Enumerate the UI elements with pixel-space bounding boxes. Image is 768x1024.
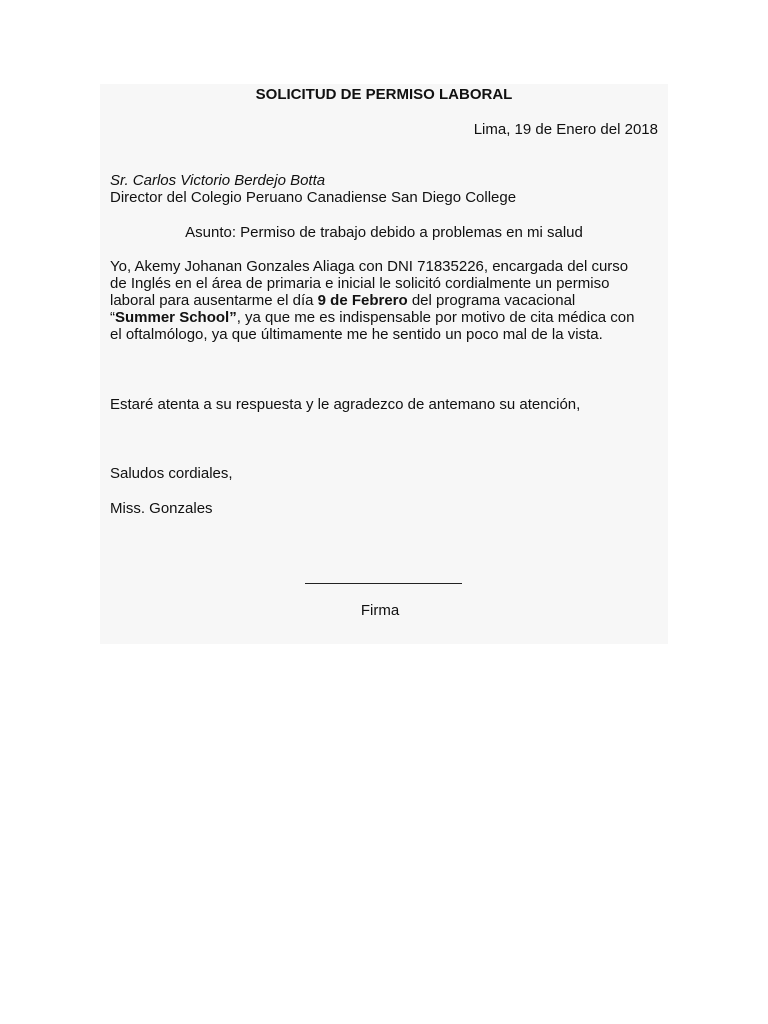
open-quote: “ (110, 309, 115, 326)
body-line-5: el oftalmólogo, ya que últimamente me he sentido un poco mal de la vista. (110, 326, 603, 343)
body-line-4 (110, 309, 634, 326)
signature-line (305, 583, 462, 584)
body-line-1: Yo, Akemy Johanan Gonzales Aliaga con DNI 71835226, encargada del curso (110, 258, 629, 275)
body-line-3 (110, 292, 575, 309)
body-line-4-post: , ya que me es indispensable por motivo de cita médica con (236, 309, 635, 326)
program-name: Summer School” (115, 309, 237, 326)
greeting: Saludos cordiales, (110, 465, 233, 482)
body-line-2: de Inglés en el área de primaria e inicial le solicitó cordialmente un permiso (110, 275, 610, 292)
signature-label: Firma (360, 602, 400, 619)
body-line-3-pre: laboral para ausentarme el día (110, 292, 318, 309)
letter-background (100, 84, 668, 644)
body-line-3-post: del programa vacacional (407, 292, 576, 309)
closing-line: Estaré atenta a su respuesta y le agradezco de antemano su atención, (110, 396, 581, 413)
event-date: 9 de Febrero (317, 292, 408, 309)
letter-subject: Asunto: Permiso de trabajo debido a problemas en mi salud (185, 224, 583, 241)
letter-title: SOLICITUD DE PERMISO LABORAL (255, 86, 513, 103)
recipient-name: Sr. Carlos Victorio Berdejo Botta (110, 172, 326, 189)
signoff: Miss. Gonzales (110, 500, 213, 517)
letter-date: Lima, 19 de Enero del 2018 (473, 121, 658, 138)
recipient-title: Director del Colegio Peruano Canadiense San Diego College (110, 189, 517, 206)
